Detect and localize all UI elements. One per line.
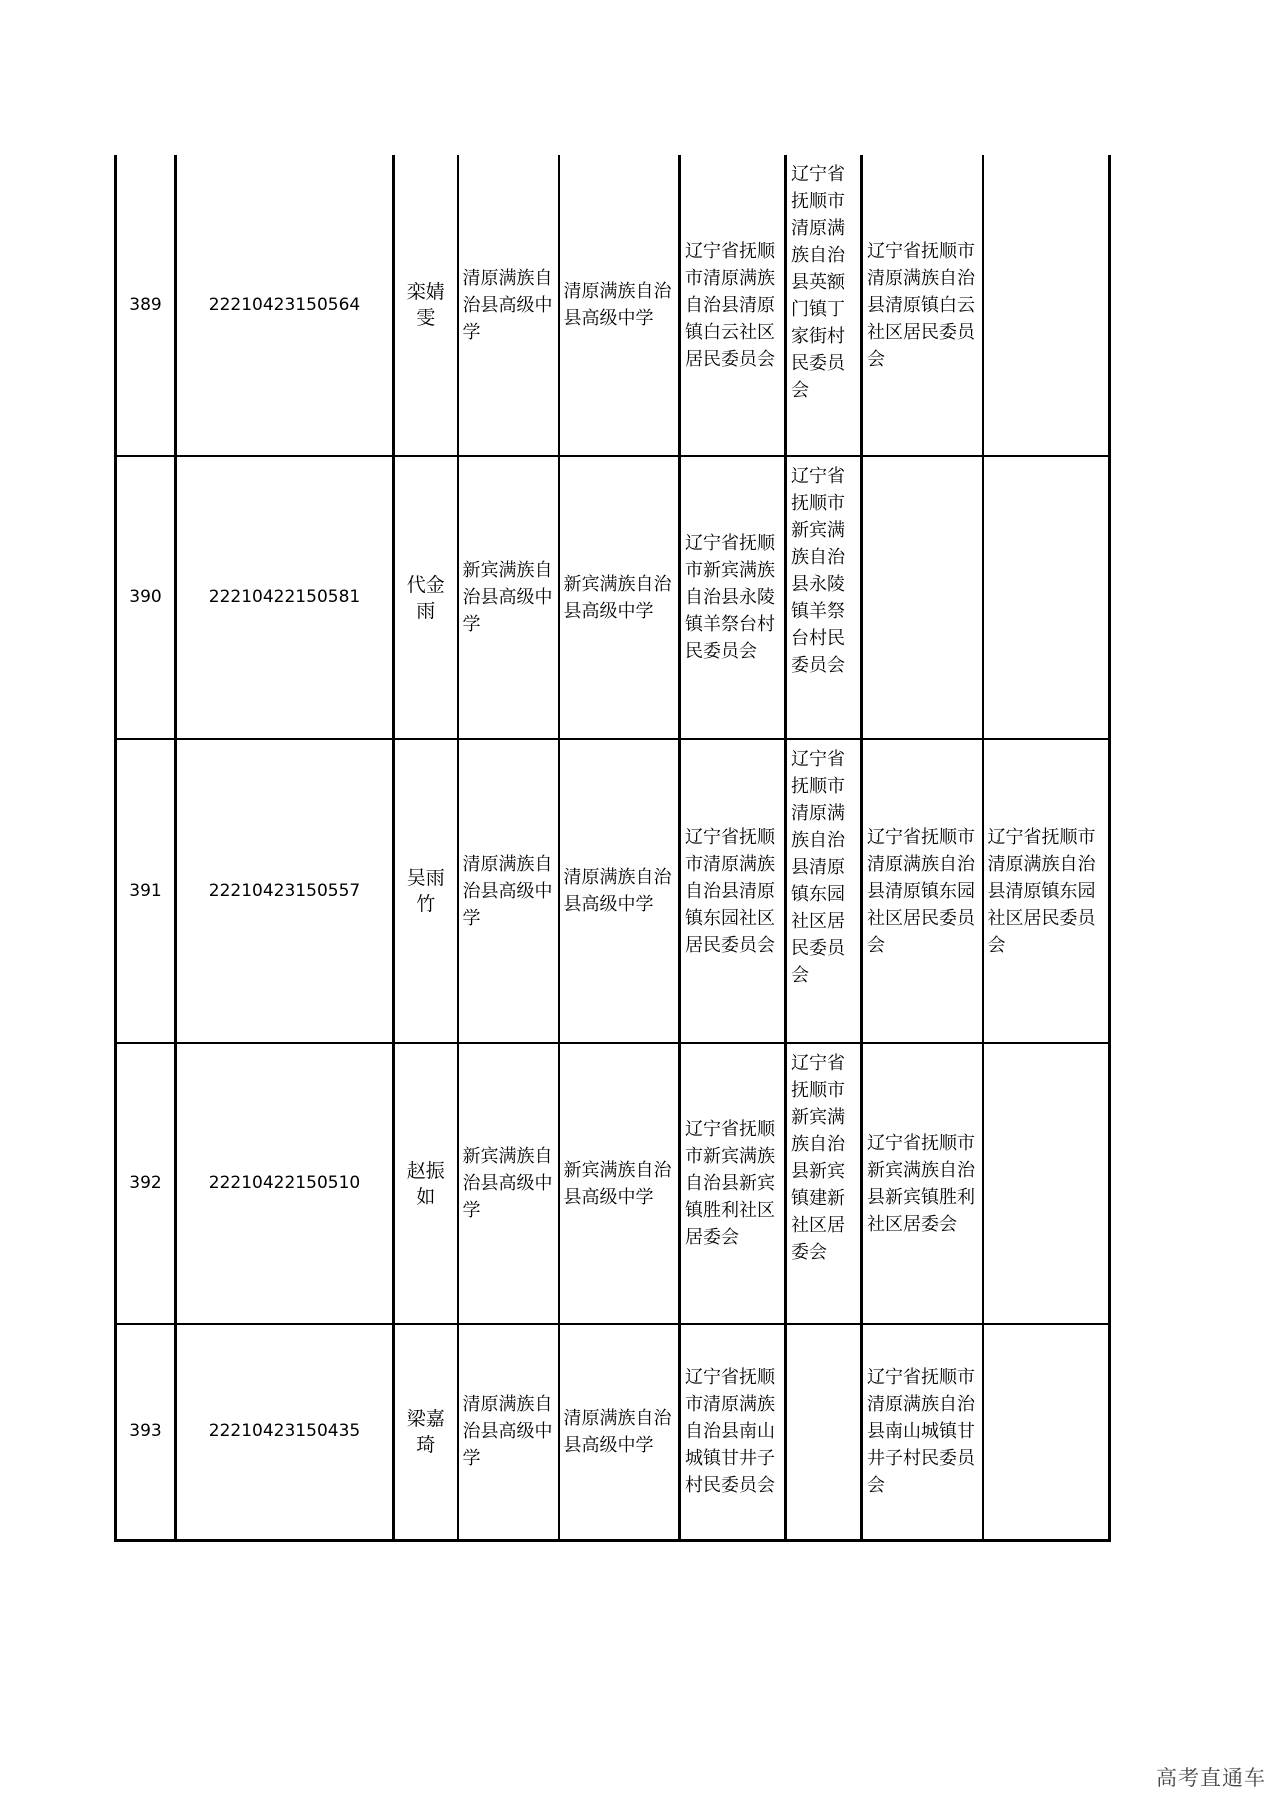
address-3 (862, 456, 983, 739)
address-2 (786, 1324, 862, 1540)
school-name-2: 清原满族自治县高级中学 (559, 739, 680, 1043)
student-table (114, 155, 1111, 1542)
student-name: 梁嘉琦 (394, 1324, 458, 1540)
address-4: 辽宁省抚顺市清原满族自治县清原镇东园社区居民委员会 (983, 739, 1110, 1043)
school-name: 新宾满族自治县高级中学 (458, 1043, 559, 1324)
school-name: 清原满族自治县高级中学 (458, 1324, 559, 1540)
student-name: 栾婧雯 (394, 155, 458, 456)
table-row (116, 155, 1110, 456)
row-number: 392 (116, 1043, 176, 1324)
address-3: 辽宁省抚顺市清原满族自治县清原镇东园社区居民委员会 (862, 739, 983, 1043)
row-number: 389 (116, 155, 176, 456)
student-id: 22210423150564 (176, 155, 394, 456)
student-id: 22210422150510 (176, 1043, 394, 1324)
address-1: 辽宁省抚顺市清原满族自治县清原镇东园社区居民委员会 (680, 739, 786, 1043)
school-name: 清原满族自治县高级中学 (458, 155, 559, 456)
address-3: 辽宁省抚顺市清原满族自治县清原镇白云社区居民委员会 (862, 155, 983, 456)
student-name: 代金雨 (394, 456, 458, 739)
student-id: 22210423150435 (176, 1324, 394, 1540)
address-4 (983, 456, 1110, 739)
table-row (116, 456, 1110, 739)
school-name: 新宾满族自治县高级中学 (458, 456, 559, 739)
address-3: 辽宁省抚顺市清原满族自治县南山城镇甘井子村民委员会 (862, 1324, 983, 1540)
school-name-2: 新宾满族自治县高级中学 (559, 1043, 680, 1324)
table-row (116, 739, 1110, 1043)
table-row (116, 1043, 1110, 1324)
student-id: 22210423150557 (176, 739, 394, 1043)
school-name-2: 新宾满族自治县高级中学 (559, 456, 680, 739)
table-row (116, 1324, 1110, 1540)
school-name: 清原满族自治县高级中学 (458, 739, 559, 1043)
address-1: 辽宁省抚顺市清原满族自治县清原镇白云社区居民委员会 (680, 155, 786, 456)
address-1: 辽宁省抚顺市新宾满族自治县永陵镇羊祭台村民委员会 (680, 456, 786, 739)
row-number: 391 (116, 739, 176, 1043)
student-name: 赵振如 (394, 1043, 458, 1324)
school-name-2: 清原满族自治县高级中学 (559, 155, 680, 456)
address-4 (983, 155, 1110, 456)
address-2: 辽宁省抚顺市清原满族自治县英额门镇丁家街村民委员会 (786, 155, 862, 456)
student-name: 吴雨竹 (394, 739, 458, 1043)
address-1: 辽宁省抚顺市新宾满族自治县新宾镇胜利社区居委会 (680, 1043, 786, 1324)
address-4 (983, 1324, 1110, 1540)
address-4 (983, 1043, 1110, 1324)
student-table-container (114, 155, 1108, 1540)
address-2: 辽宁省抚顺市新宾满族自治县永陵镇羊祭台村民委员会 (786, 456, 862, 739)
address-3: 辽宁省抚顺市新宾满族自治县新宾镇胜利社区居委会 (862, 1043, 983, 1324)
row-number: 390 (116, 456, 176, 739)
row-number: 393 (116, 1324, 176, 1540)
address-2: 辽宁省抚顺市清原满族自治县清原镇东园社区居民委员会 (786, 739, 862, 1043)
watermark-text: 高考直通车 (1156, 1766, 1266, 1790)
school-name-2: 清原满族自治县高级中学 (559, 1324, 680, 1540)
address-1: 辽宁省抚顺市清原满族自治县南山城镇甘井子村民委员会 (680, 1324, 786, 1540)
address-2: 辽宁省抚顺市新宾满族自治县新宾镇建新社区居委会 (786, 1043, 862, 1324)
student-id: 22210422150581 (176, 456, 394, 739)
